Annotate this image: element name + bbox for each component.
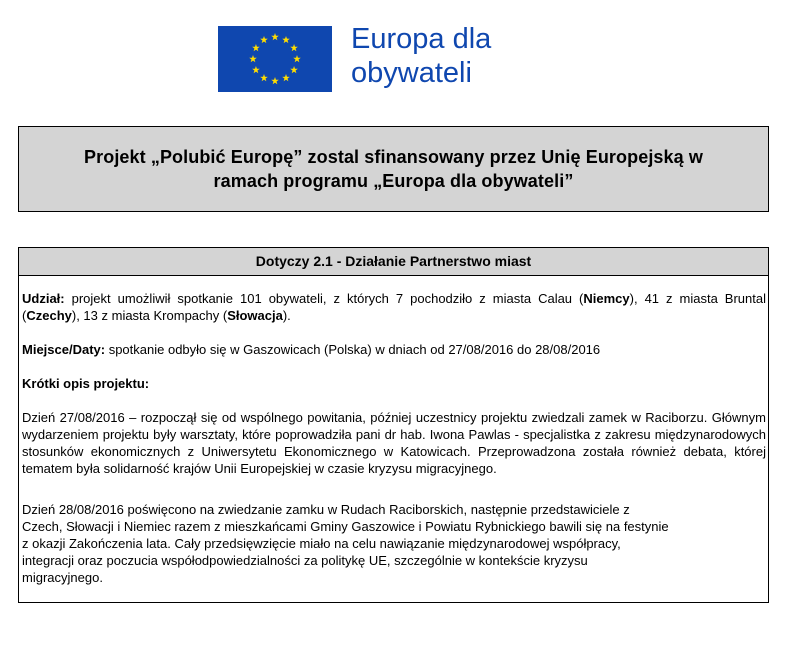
description-heading	[22, 375, 766, 392]
project-details-box	[18, 247, 769, 603]
day-two-line-4: integracji oraz poczucia współodpowiedzialności za politykę UE, szczególnie w kontekście kryzysu	[22, 553, 588, 568]
box-heading: Dotyczy 2.1 - Działanie Partnerstwo miast	[19, 248, 768, 276]
eu-star-12	[260, 36, 268, 43]
participation-text-1: projekt umożliwił spotkanie 101 obywateli, z których 7 pochodziło z miasta Calau (	[64, 291, 584, 306]
logo-line-2: obywateli	[351, 57, 472, 89]
eu-stars-icon	[218, 26, 332, 92]
day-two-line-3: z okazji Zakończenia lata. Cały przedsięwzięcie miało na celu nawiązanie międzynarodowej współpracy,	[22, 536, 621, 551]
day-two-line-5: migracyjnego.	[22, 570, 103, 585]
eu-flag-logo	[218, 26, 332, 92]
participation-text-2: ), 41 z miasta Bruntal (	[22, 291, 766, 323]
day-two-line-2: Czech, Słowacji i Niemiec razem z mieszkańcami Gminy Gaszowice i Powiatu Rybnickiego bawili się na festynie	[22, 519, 669, 534]
eu-star-3	[290, 44, 298, 51]
participation-text-3: ), 13 z miasta Krompachy (	[71, 308, 228, 323]
country-slovakia: Słowacja	[227, 308, 283, 323]
place-dates-paragraph	[22, 341, 766, 358]
place-dates-text: spotkanie odbyło się w Gaszowicach (Polska) w dniach od 27/08/2016 do 28/08/2016	[105, 342, 601, 357]
eu-star-8	[260, 74, 268, 81]
place-dates-label: Miejsce/Daty:	[22, 342, 106, 357]
day-two-line-1: Dzień 28/08/2016 poświęcono na zwiedzanie zamku w Rudach Raciborskich, następnie przedstawiciele z	[22, 502, 630, 517]
participation-label: Udział:	[22, 291, 65, 306]
banner-line-2: ramach programu „Europa dla obywateli”	[213, 171, 574, 191]
eu-star-7	[271, 77, 279, 84]
banner-line-1: Projekt „Polubić Europę” zostal sfinansowany przez Unię Europejską w	[84, 147, 703, 167]
day-one-paragraph: Dzień 27/08/2016 – rozpoczął się od wspólnego powitania, później uczestnicy projektu zwiedzali zamek w Raciborzu. Głównym wydarzeniem projektu były warsztaty, które poprowadziła pani dr hab. Iwona Pawlas - specjalistka z zakresu międzynarodowych stosunków ekonomicznych z Uniwersytetu Ekonomicznego w Katowicach. Przeprowadzona została również debata, której tematem była solidarność krajów Unii Europejskiej w czasie kryzysu migracyjnego.	[22, 410, 766, 476]
banner-title	[74, 145, 713, 193]
eu-star-10	[249, 55, 257, 62]
eu-star-2	[282, 36, 290, 43]
logo-line-1: Europa dla	[351, 23, 492, 55]
country-czechia: Czechy	[26, 308, 72, 323]
eu-star-6	[282, 74, 290, 81]
participation-text-4: ).	[282, 308, 291, 323]
program-logo-text	[351, 22, 491, 90]
eu-star-11	[252, 44, 260, 51]
eu-star-1	[271, 33, 279, 40]
country-germany: Niemcy	[583, 291, 630, 306]
eu-star-9	[252, 66, 260, 73]
funding-banner	[18, 126, 769, 212]
participation-paragraph	[22, 290, 766, 324]
eu-star-5	[290, 66, 298, 73]
box-body	[19, 276, 768, 586]
description-label: Krótki opis projektu:	[22, 376, 150, 391]
day-two-paragraph	[22, 501, 766, 586]
eu-star-4	[293, 55, 301, 62]
